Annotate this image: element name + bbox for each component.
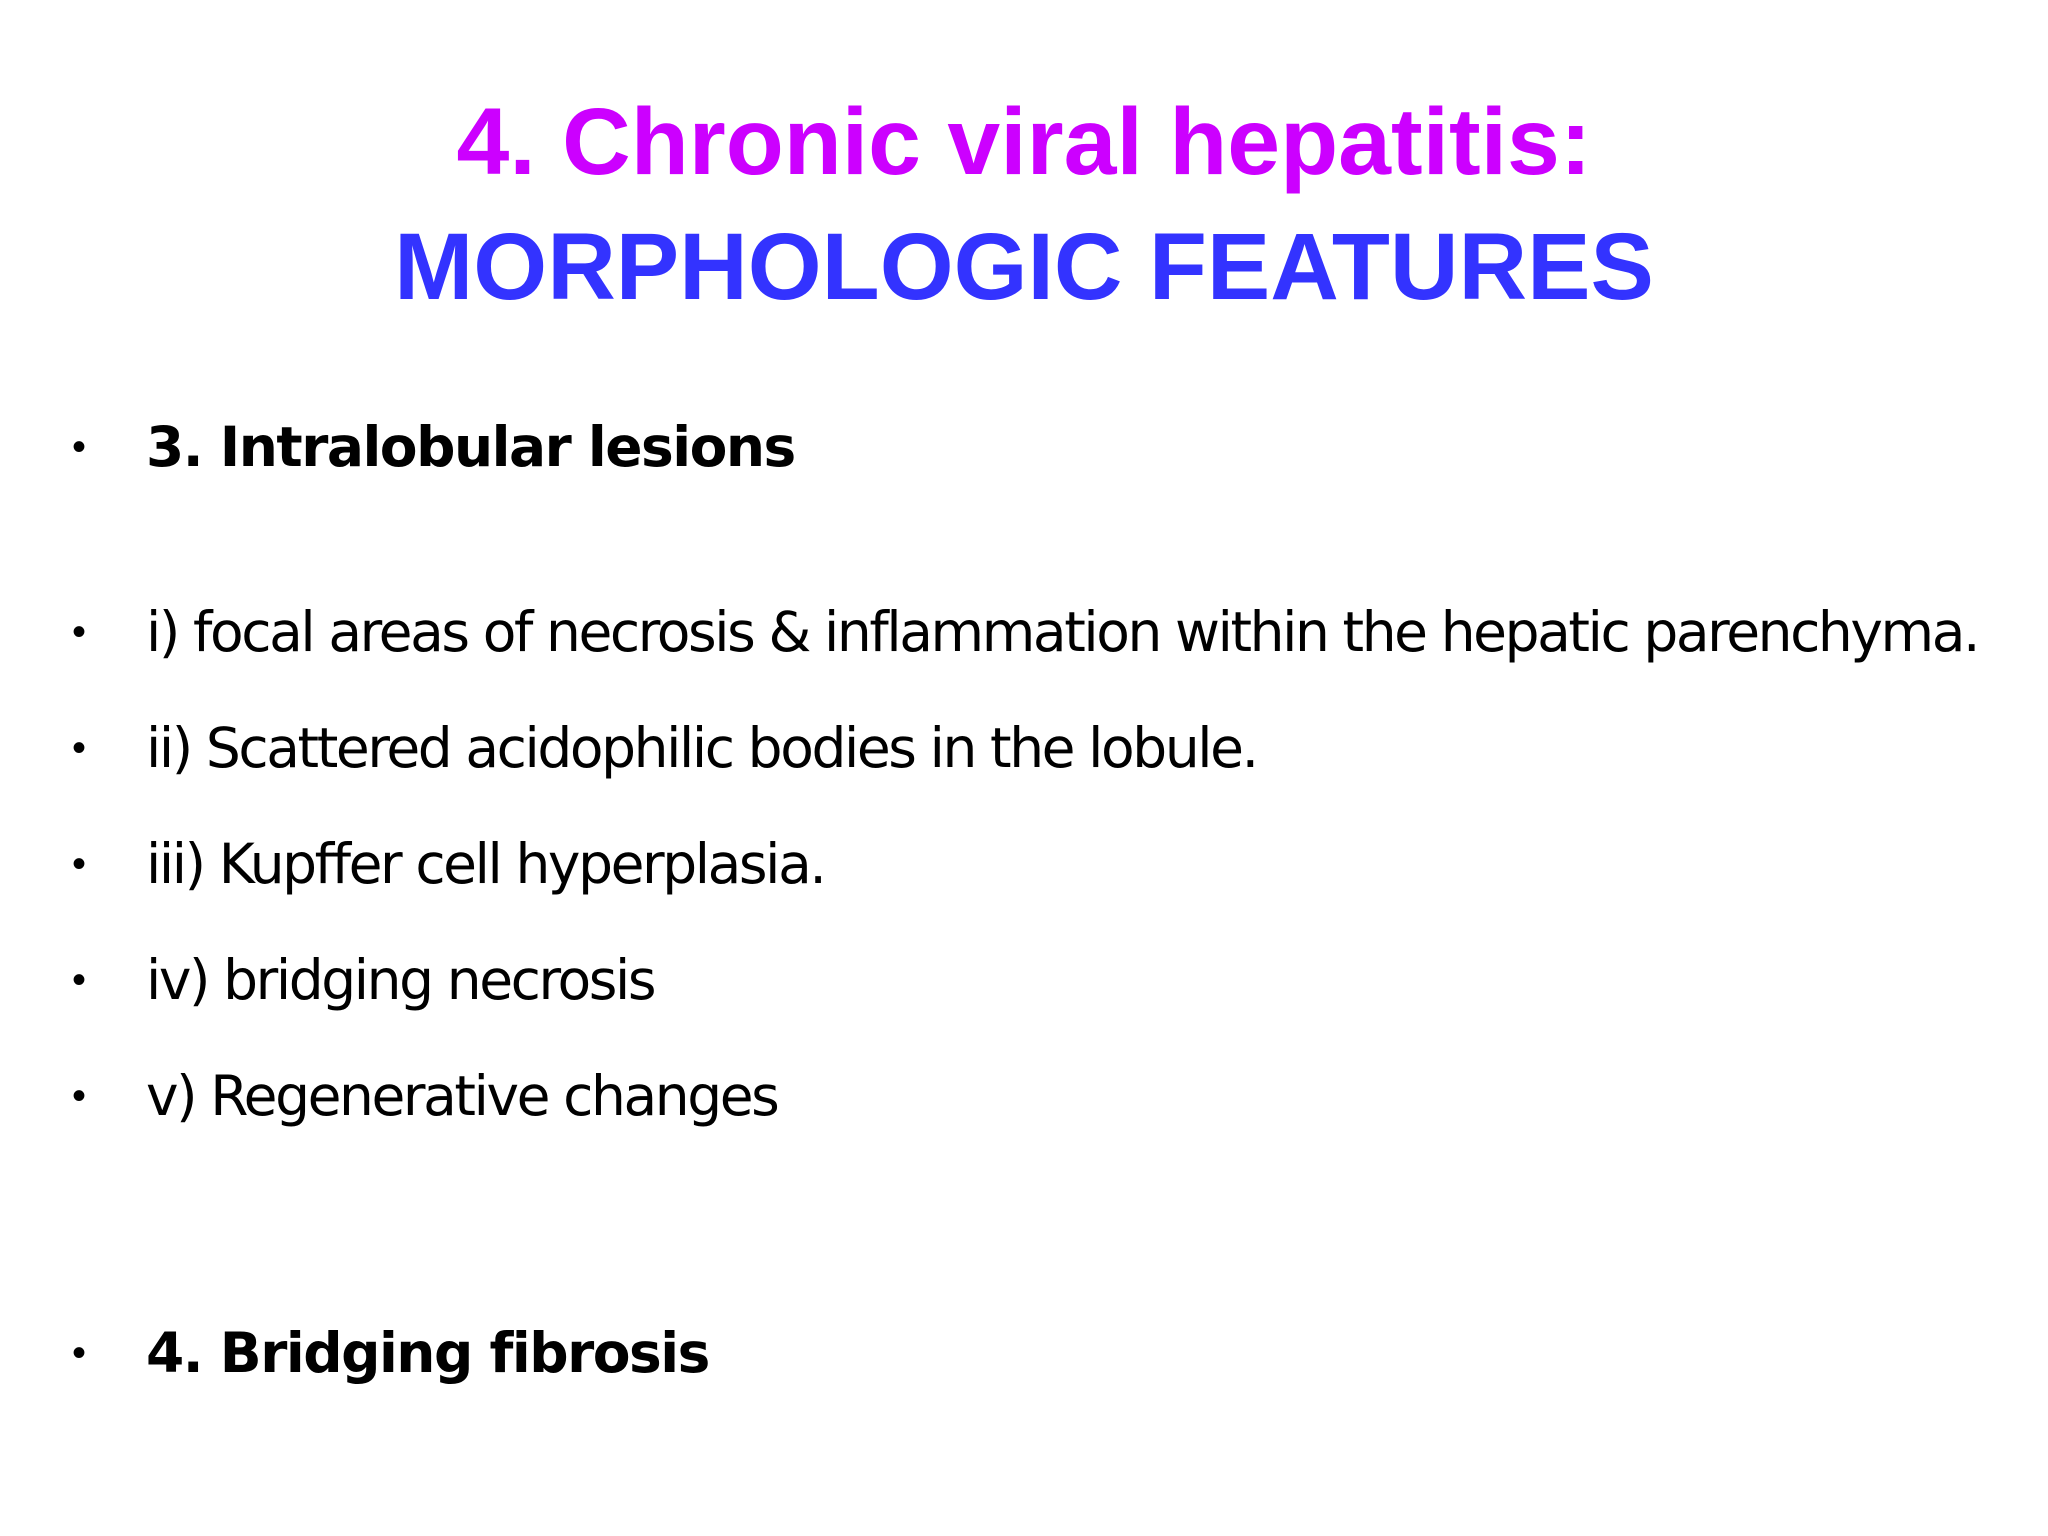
bullet-text: 4. Bridging fibrosis [146, 1321, 709, 1385]
title-line-2: MORPHOLOGIC FEATURES [394, 214, 1654, 320]
bullet-text: v) Regenerative changes [146, 1064, 778, 1128]
bullet-icon: • [72, 424, 87, 469]
bullet-icon: • [72, 841, 87, 886]
bullet-text: 3. Intralobular lesions [146, 415, 795, 479]
bullet-item-bridging-necrosis [72, 940, 654, 1020]
bullet-text: iii) Kupffer cell hyperplasia. [146, 832, 825, 896]
bullet-icon: • [72, 609, 87, 654]
title-line-1: 4. Chronic viral hepatitis: [456, 89, 1592, 195]
bullet-item-regenerative-changes [72, 1056, 777, 1136]
bullet-item-acidophilic-bodies [72, 708, 1257, 788]
bullet-item-bridging-fibrosis [72, 1313, 709, 1393]
bullet-text: iv) bridging necrosis [146, 948, 655, 1012]
bullet-icon: • [72, 1073, 87, 1118]
bullet-icon: • [72, 725, 87, 770]
bullet-icon: • [72, 957, 87, 1002]
bullet-item-focal-necrosis [72, 592, 1978, 672]
bullet-text: i) focal areas of necrosis & inflammation within the hepatic parenchyma. [146, 600, 1979, 664]
bullet-item-intralobular-lesions [72, 407, 795, 487]
bullet-icon: • [72, 1330, 87, 1375]
bullet-item-kupffer-hyperplasia [72, 824, 824, 904]
bullet-text: ii) Scattered acidophilic bodies in the lobule. [146, 716, 1257, 780]
